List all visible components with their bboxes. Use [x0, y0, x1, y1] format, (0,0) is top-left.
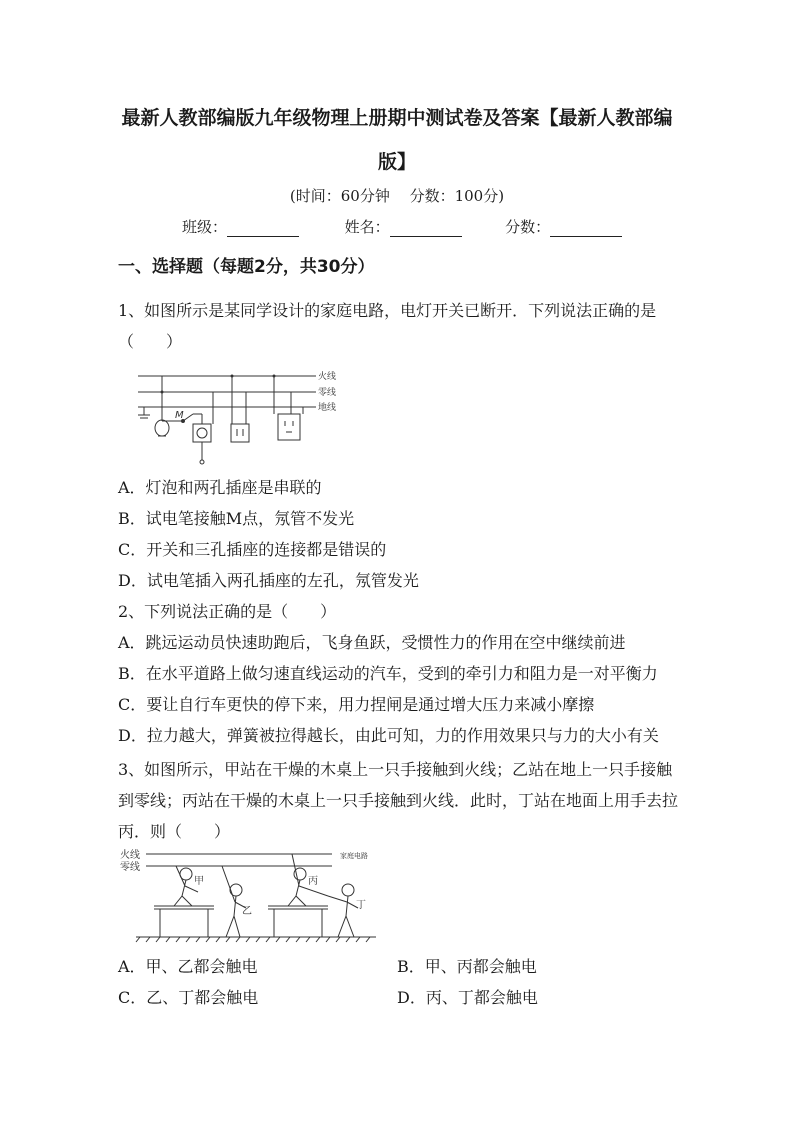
q3-option-b[interactable]: B．甲、丙都会触电: [397, 957, 537, 976]
point-m-label: M: [175, 410, 184, 421]
exam-time-info: (时间：60分钟 分数：100分): [289, 187, 505, 205]
score-label: 分数：: [505, 218, 551, 236]
question-2-stem: 2、下列说法正确的是（ ）: [118, 602, 337, 621]
q1-option-c[interactable]: C．开关和三孔插座的连接都是错误的: [118, 540, 387, 559]
q1-option-a[interactable]: A．灯泡和两孔插座是串联的: [118, 478, 322, 497]
section-heading: 一、选择题（每题2分，共30分）: [118, 257, 375, 277]
question-1-stem: 1、如图所示是某同学设计的家庭电路，电灯开关已断开．下列说法正确的是（ ）: [118, 301, 657, 351]
person-ding-label: 丁: [356, 900, 366, 911]
fig3-home-circuit-label: 家庭电路: [340, 852, 368, 860]
q3-option-a[interactable]: A．甲、乙都会触电: [118, 957, 258, 976]
page-title: 最新人教部编版九年级物理上册期中测试卷及答案【最新人教部编版】: [121, 107, 673, 173]
q1-option-d[interactable]: D．试电笔插入两孔插座的左孔，氖管发光: [118, 571, 419, 590]
info-line: [182, 216, 622, 237]
question-3-stem: 3、如图所示，甲站在干燥的木桌上一只手接触到火线；乙站在地上一只手接触到零线；丙站在干燥的木桌上一只手接触到火线．此时，丁站在地面上用手去拉丙．则（ ）: [118, 760, 679, 841]
person-jia-label: 甲: [194, 876, 204, 887]
name-field[interactable]: [390, 222, 462, 237]
fig3-live-label: 火线: [120, 850, 140, 861]
q3-option-d[interactable]: D．丙、丁都会触电: [397, 988, 538, 1007]
fig3-neutral-label: 零线: [120, 862, 140, 873]
q3-option-c[interactable]: C．乙、丁都会触电: [118, 988, 259, 1007]
person-yi-label: 乙: [242, 906, 252, 917]
q2-option-b[interactable]: B．在水平道路上做匀速直线运动的汽车，受到的牵引力和阻力是一对平衡力: [118, 664, 658, 683]
class-label: 班级：: [182, 218, 228, 236]
circuit-figure: [128, 366, 348, 470]
q2-option-d[interactable]: D．拉力越大，弹簧被拉得越长，由此可知，力的作用效果只与力的大小有关: [118, 726, 659, 745]
ground-wire-label: 地线: [318, 403, 337, 413]
q2-option-a[interactable]: A．跳远运动员快速助跑后，飞身鱼跃，受惯性力的作用在空中继续前进: [118, 633, 626, 652]
q2-option-c[interactable]: C．要让自行车更快的停下来，用力捏闸是通过增大压力来减小摩擦: [118, 695, 595, 714]
name-label: 姓名：: [344, 218, 390, 236]
person-bing-label: 丙: [308, 876, 318, 887]
neutral-wire-label: 零线: [318, 388, 337, 398]
score-field[interactable]: [550, 222, 622, 237]
live-wire-label: 火线: [318, 372, 337, 382]
q1-option-b[interactable]: B．试电笔接触M点，氖管不发光: [118, 509, 355, 528]
class-field[interactable]: [227, 222, 299, 237]
electric-shock-figure: [118, 846, 376, 944]
